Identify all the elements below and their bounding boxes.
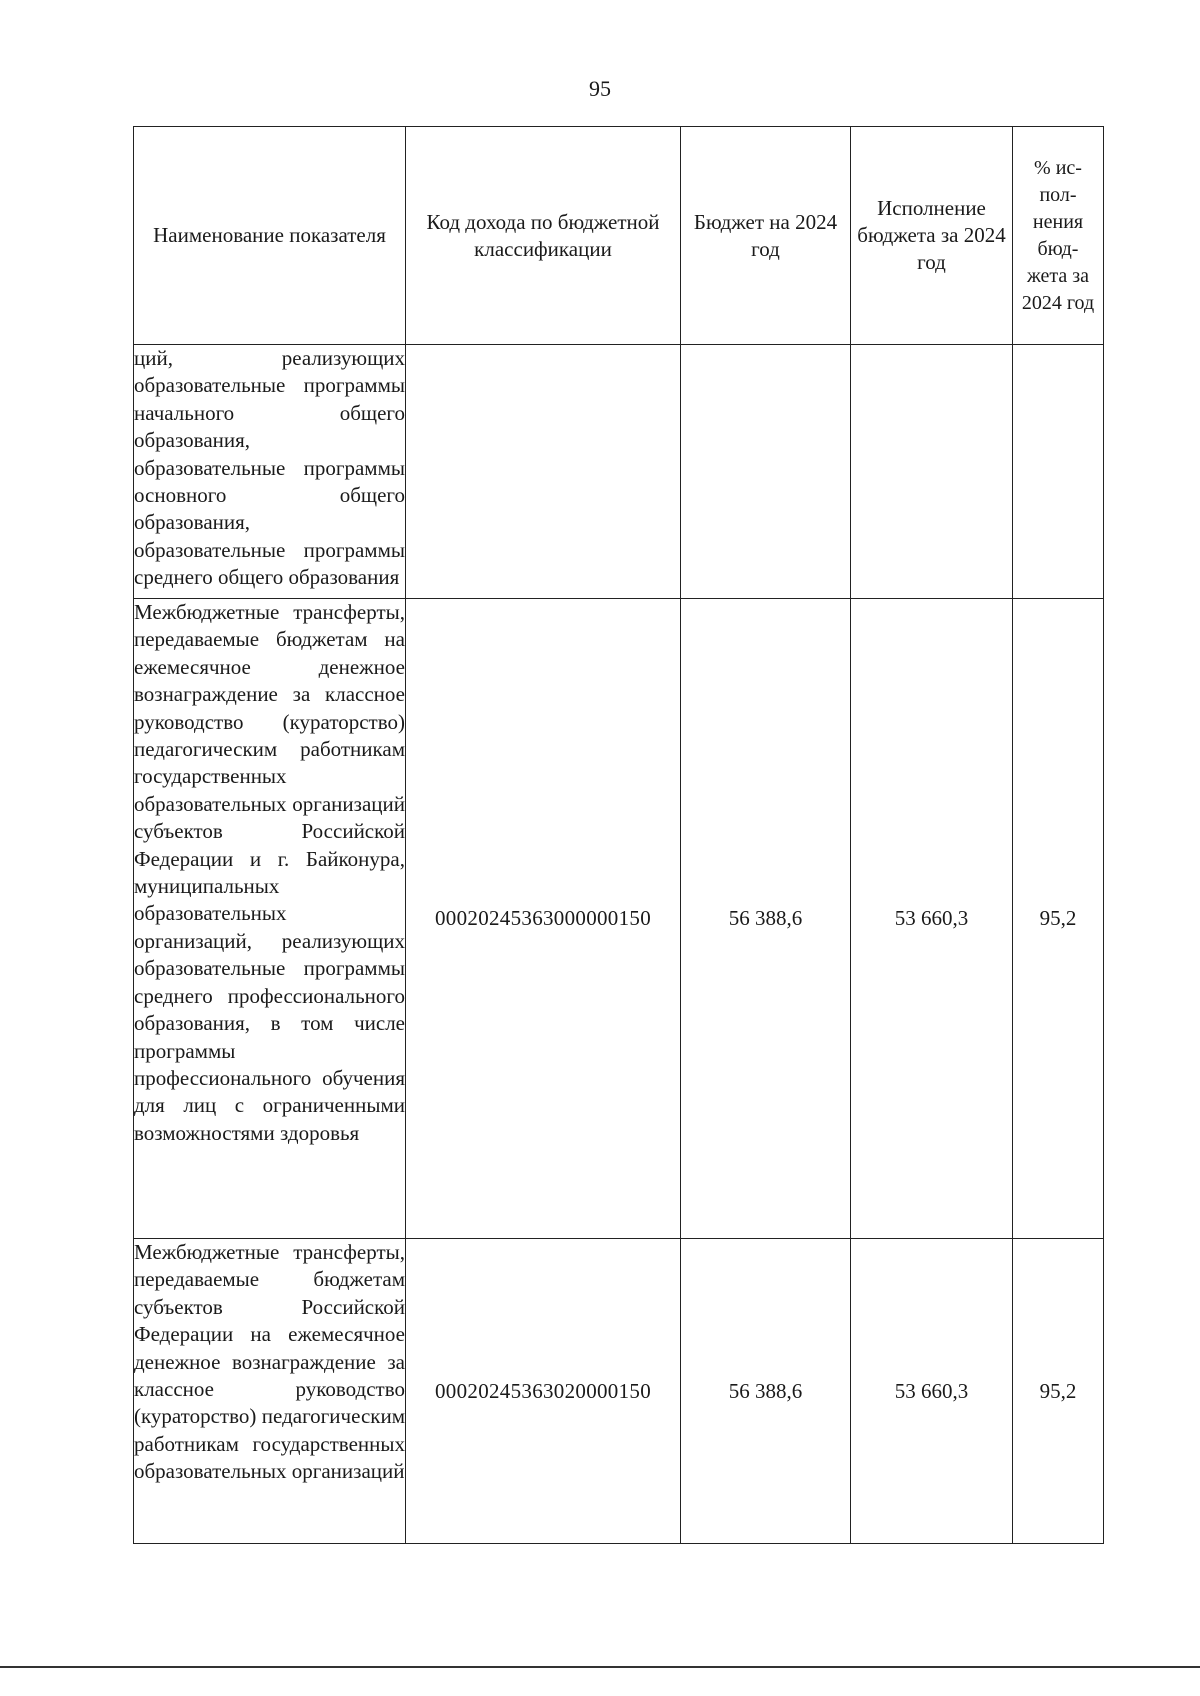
table-row xyxy=(134,599,1104,1239)
header-budget-2024 xyxy=(681,127,851,345)
row-budget-cell: 56 388,6 xyxy=(681,1239,851,1544)
table-header-row xyxy=(134,127,1104,345)
table-row xyxy=(134,345,1104,599)
row-name-cell: Межбюджетные трансферты, передаваемые бюджетам на ежемесячное денежное вознаграждение за классное руководство (кураторство) педагогическим работникам государственных образовательных организаций субъектов Российской Федерации и г. Байконура, муниципальных образовательных организаций, реализующих образовательные программы среднего профессионального образования, в том числе программы профессионального обучения для лиц с ограниченными возможностями здоровья xyxy=(134,599,406,1239)
row-code-cell xyxy=(406,345,681,599)
row-percent-cell: 95,2 xyxy=(1013,599,1104,1239)
row-budget-cell: 56 388,6 xyxy=(681,599,851,1239)
header-indicator-name-text: Наименование показателя xyxy=(153,223,386,247)
row-name-cell: ций, реализующих образовательные программы начального общего образования, образовательные программы основного общего образования, образовательные программы среднего общего образования xyxy=(134,345,406,599)
row-name-cell: Межбюджетные трансферты, передаваемые бюджетам субъектов Российской Федерации на ежемесячное денежное вознаграждение за классное руководство (кураторство) педагогическим работникам государственных образовательных организаций xyxy=(134,1239,406,1544)
header-revenue-code xyxy=(406,127,681,345)
header-execution-2024 xyxy=(851,127,1013,345)
row-code-cell: 00020245363020000150 xyxy=(406,1239,681,1544)
header-percent-execution xyxy=(1013,127,1104,345)
row-percent-cell: 95,2 xyxy=(1013,1239,1104,1544)
table-row xyxy=(134,1239,1104,1544)
row-execution-cell: 53 660,3 xyxy=(851,1239,1013,1544)
header-revenue-code-text: Код дохода по бюджетной классификации xyxy=(426,209,660,261)
row-execution-cell xyxy=(851,345,1013,599)
page-bottom-rule xyxy=(0,1666,1200,1668)
budget-execution-table xyxy=(133,126,1104,1544)
row-percent-cell xyxy=(1013,345,1104,599)
row-code-cell: 00020245363000000150 xyxy=(406,599,681,1239)
page-number: 95 xyxy=(589,76,611,101)
row-budget-cell xyxy=(681,345,851,599)
header-percent-execution-text: % ис- пол- нения бюд- жета за 2024 год xyxy=(1021,156,1095,314)
header-execution-2024-text: Исполнение бюджета за 2024 год xyxy=(857,196,1006,274)
header-indicator-name xyxy=(134,127,406,345)
row-execution-cell: 53 660,3 xyxy=(851,599,1013,1239)
header-budget-2024-text: Бюджет на 2024 год xyxy=(693,209,838,261)
